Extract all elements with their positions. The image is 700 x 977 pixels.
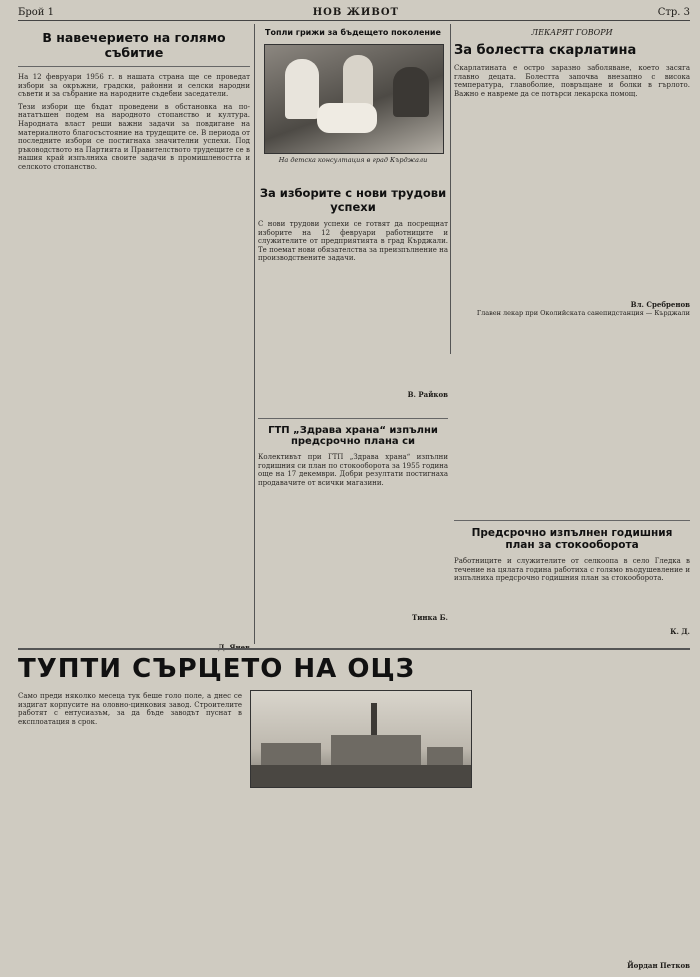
article-body: Тези избори ще бъдат проведени в обстановка на по-нататъшен подем на народното стопанство и култура. Народната власт реши важни задачи за повдигане на материалното благосъстояние на трудещите се. В периода от последните избори се постигнаха значителни успехи. Под ръководството на Партията и Правителството трудещите се в нашия край изпълниха своите задачи в промишлеността и селското стопанство.	[18, 102, 250, 171]
section-divider	[18, 648, 690, 650]
article-body: Скарлатината е остро заразно заболяване, което засяга главно децата. Болестта започва внезапно с висока температура, главоболие, повръщане и болки в гърлото. Важно е навреме да се потърси лекарска помощ.	[454, 64, 690, 98]
column-divider	[450, 24, 451, 354]
article-photo	[258, 24, 448, 174]
page-number: Стр. 3	[657, 6, 690, 18]
article-title: ТУПТИ СЪРЦЕТО НА ОЦЗ	[18, 654, 416, 684]
article-scarlet-fever	[454, 24, 690, 364]
article-body: С нови трудови успехи се готвят да посрещнат изборите на 12 февруари работниците и служителите от предприятията в град Кърджали. Те поемат нови обязателства за преизпълнение на производствените задачи.	[258, 220, 448, 263]
article-signature: В. Райков	[407, 390, 448, 399]
photo-caption: На детска консултация в град Кърджали	[278, 156, 428, 164]
article-title: За болестта скарлатина	[454, 43, 637, 58]
article-healthy-food	[258, 418, 448, 645]
article-lead: На 12 февруари 1956 г. в нашата страна ще се проведат избори за окръжни, градски, районни и селски народни съвети и за събрание на народните съдебни заседатели.	[18, 73, 250, 99]
article-title: В навечерието на голямо събитие	[18, 24, 250, 67]
factory-photo	[250, 690, 472, 788]
issue-number: Брой 1	[18, 6, 54, 18]
article-title: За изборите с нови трудови успехи	[259, 186, 447, 214]
article-body-continued	[480, 692, 690, 952]
author-name: Вл. Сребренов	[630, 300, 690, 309]
article-title: Предсрочно изпълнен годишния план за стокооборота	[471, 527, 673, 551]
article-labor-successes	[258, 180, 448, 410]
article-body: Работниците и служителите от селкоопа в село Гледка в течение на цялата година работиха с голямо въодушевление и изпълниха предсрочно годишния план за стокооборота.	[454, 557, 690, 583]
article-signature: Йордан Петков	[627, 961, 690, 970]
article-turnover-plan	[454, 520, 690, 645]
page-header	[18, 4, 690, 21]
photo-title: Топли грижи за бъдещето поколение	[265, 28, 441, 37]
publication-name: НОВ ЖИВОТ	[312, 6, 399, 18]
clinic-photo	[264, 44, 444, 154]
article-signature: К. Д.	[670, 627, 690, 636]
author-role: Главен лекар при Околийската санепидстанция — Кърджали	[476, 309, 690, 317]
article-body: Само преди няколко месеца тук беше голо поле, а днес се издигат корпусите на оловно-цинковия завод. Строителите работят с ентусиазъм, за да бъде заводът пуснат в експлоатация в срок.	[18, 692, 242, 726]
article-signature: Тинка Б.	[412, 613, 448, 622]
column-divider	[254, 24, 255, 644]
article-elections	[18, 24, 250, 644]
article-ocz	[18, 652, 690, 972]
article-title: ГТП „Здрава храна“ изпълни предсрочно плана си	[268, 425, 438, 447]
section-label: ЛЕКАРЯТ ГОВОРИ	[531, 28, 613, 37]
article-body: Колективът при ГТП „Здрава храна“ изпълни годишния си план по стокооборота за 1955 година още на 17 декември. Добри резултати постигнаха продавачите от всички магазини.	[258, 453, 448, 487]
